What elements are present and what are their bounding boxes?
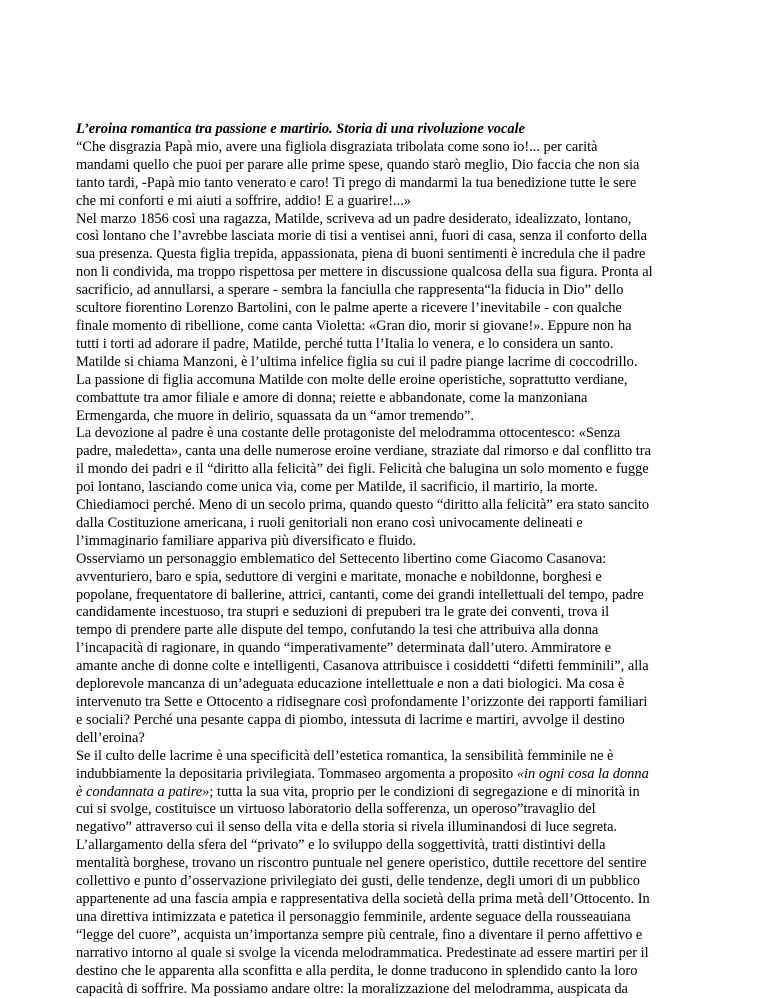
text-line: avventuriero, baro e spia, seduttore di vergini e maritate, monache e nobildonne, borghesi e <box>76 569 696 587</box>
text-line: “legge del cuore”, acquista un’importanza sempre più centrale, fino a diventare il perno affettivo e <box>76 927 696 945</box>
text-line: l’incapacità di ragionare, in quando “imperativamente” determinata dall’utero. Ammiratore e <box>76 640 696 658</box>
text-segment: indubbiamente la depositaria privilegiata. Tommaseo argomenta a proposito <box>76 766 517 782</box>
text-line: che mi conforti e mi aiuti a soffrire, addio! E a guarire!...» <box>76 193 696 211</box>
text-line: combattute tra amor filiale e amore di donna; reiette e abbandonate, come la manzoniana <box>76 390 696 408</box>
document-body <box>76 139 696 998</box>
text-line: una direttiva intimizzata e patetica il personaggio femminile, ardente seguace della rousseauiana <box>76 909 696 927</box>
text-line: l’immaginario familiare appariva più diversificato e fluido. <box>76 533 696 551</box>
text-line: “Che disgrazia Papà mio, avere una figliola disgraziata tribolata come sono io!... per carità <box>76 139 696 157</box>
text-line: Matilde si chiama Manzoni, è l’ultima infelice figlia su cui il padre piange lacrime di coccodrillo. <box>76 354 696 372</box>
text-line: intervenuto tra Sette e Ottocento a ridisegnare così profondamente l’orizzonte dei rapporti familiari <box>76 694 696 712</box>
text-line: popolane, frequentatore di ballerine, attrici, cantanti, come dei grandi intellettuali del tempo, padre <box>76 587 696 605</box>
text-line: cui si svolge, costituisce un virtuoso laboratorio della sofferenza, un operoso”travaglio del <box>76 801 696 819</box>
text-line: collettivo e punto d’osservazione privilegiato dei gusti, delle tendenze, degli umori di un pubblico <box>76 873 696 891</box>
text-line: scultore fiorentino Lorenzo Bartolini, con le palme aperte a ricevere l’inevitabile - con qualche <box>76 300 696 318</box>
text-line: e sociali? Perché una pesante cappa di piombo, intessuta di lacrime e martiri, avvolge il destino <box>76 712 696 730</box>
text-line: padre, maledetta», canta una delle numerose eroine verdiane, straziate dal rimorso e dal conflitto tra <box>76 443 696 461</box>
quote-text: «in ogni cosa la donna <box>517 766 649 782</box>
text-line: dell’eroina? <box>76 730 696 748</box>
text-segment: ; tutta la sua vita, proprio per le condizioni di segregazione e di minorità in <box>209 784 639 800</box>
text-line: tutti i torti ad adorare il padre, Matilde, perché tutta l’Italia lo venera, e lo considera un santo. <box>76 336 696 354</box>
text-line: così lontano che l’avrebbe lasciata morie di tisi a ventisei anni, fuori di casa, senza il conforto della <box>76 228 696 246</box>
text-line: Osserviamo un personaggio emblematico del Settecento libertino come Giacomo Casanova: <box>76 551 696 569</box>
text-line: finale momento di ribellione, come canta Violetta: «Gran dio, morir si giovane!». Eppure non ha <box>76 318 696 336</box>
document-title: L’eroina romantica tra passione e martirio. Storia di una rivoluzione vocale <box>76 121 696 139</box>
text-line: negativo” attraverso cui il senso della vita e della storia si rivela illuminandosi di luce segreta. <box>76 819 696 837</box>
text-line: candidamente incestuoso, tra stupri e seduzioni di prepuberi tra le grate dei conventi, trova il <box>76 604 696 622</box>
text-line: sua presenza. Questa figlia trepida, appassionata, piena di buoni sentimenti è incredula che il padre <box>76 246 696 264</box>
text-line: sacrificio, ad annullarsi, a sperare - sembra la fanciulla che rappresenta“la fiducia in Dio” dello <box>76 282 696 300</box>
text-line: Chiediamoci perché. Meno di un secolo prima, quando questo “diritto alla felicità” era stato sancito <box>76 497 696 515</box>
text-line: il mondo dei padri e il “diritto alla felicità” dei figli. Felicità che balugina un solo momento e fugge <box>76 461 696 479</box>
text-line: mandami quello che puoi per parare alle prime spese, quando starò meglio, Dio faccia che non sia <box>76 157 696 175</box>
text-line: Ermengarda, che muore in delirio, squassata da un “amor tremendo”. <box>76 408 696 426</box>
text-line: Se il culto delle lacrime è una specificità dell’estetica romantica, la sensibilità femminile ne è <box>76 748 696 766</box>
text-line: destino che le apparenta alla sconfitta e alla perdita, le donne traducono in splendido canto la loro <box>76 963 696 981</box>
text-line: mentalità borghese, trovano un riscontro puntuale nel genere operistico, duttile recettore del sentire <box>76 855 696 873</box>
text-line: Nel marzo 1856 così una ragazza, Matilde, scriveva ad un padre desiderato, idealizzato, lontano, <box>76 211 696 229</box>
text-line: amante anche di donne colte e intelligenti, Casanova attribuisce i cosiddetti “difetti femminili”, alla <box>76 658 696 676</box>
text-line <box>76 766 696 784</box>
text-line: L’allargamento della sfera del “privato” e lo sviluppo della soggettività, tratti distintivi della <box>76 837 696 855</box>
quote-text: è condannata a patire» <box>76 784 209 800</box>
text-line: poi lontano, lasciando come unica via, come per Matilde, il sacrificio, il martirio, la morte. <box>76 479 696 497</box>
text-line: La devozione al padre è una costante delle protagoniste del melodramma ottocentesco: «Senza <box>76 425 696 443</box>
text-line: non li condivida, ma troppo rispettosa per mettere in discussione qualcosa della sua figura. Pronta al <box>76 264 696 282</box>
text-line: appartenente ad una fascia ampia e rappresentativa della società della prima metà dell’Ottocento. In <box>76 891 696 909</box>
text-line: narrativo intorno al quale si svolge la vicenda melodrammatica. Predestinate ad essere martiri per il <box>76 945 696 963</box>
text-line: tanto tardi, -Papà mio tanto venerato e caro! Ti prego di mandarmi la tua benedizione tutte le sere <box>76 175 696 193</box>
text-line: tempo di prendere parte alle dispute del tempo, confutando la tesi che attribuiva alla donna <box>76 622 696 640</box>
text-line: capacità di soffrire. Ma possiamo andare oltre: la moralizzazione del melodramma, auspicata da <box>76 981 696 998</box>
document-page <box>76 121 696 998</box>
text-line: deplorevole mancanza di un’adeguata educazione intellettuale e non a dati biologici. Ma cosa è <box>76 676 696 694</box>
text-line <box>76 784 696 802</box>
text-line: dalla Costituzione americana, i ruoli genitoriali non erano così univocamente delineati e <box>76 515 696 533</box>
text-line: La passione di figlia accomuna Matilde con molte delle eroine operistiche, soprattutto verdiane, <box>76 372 696 390</box>
